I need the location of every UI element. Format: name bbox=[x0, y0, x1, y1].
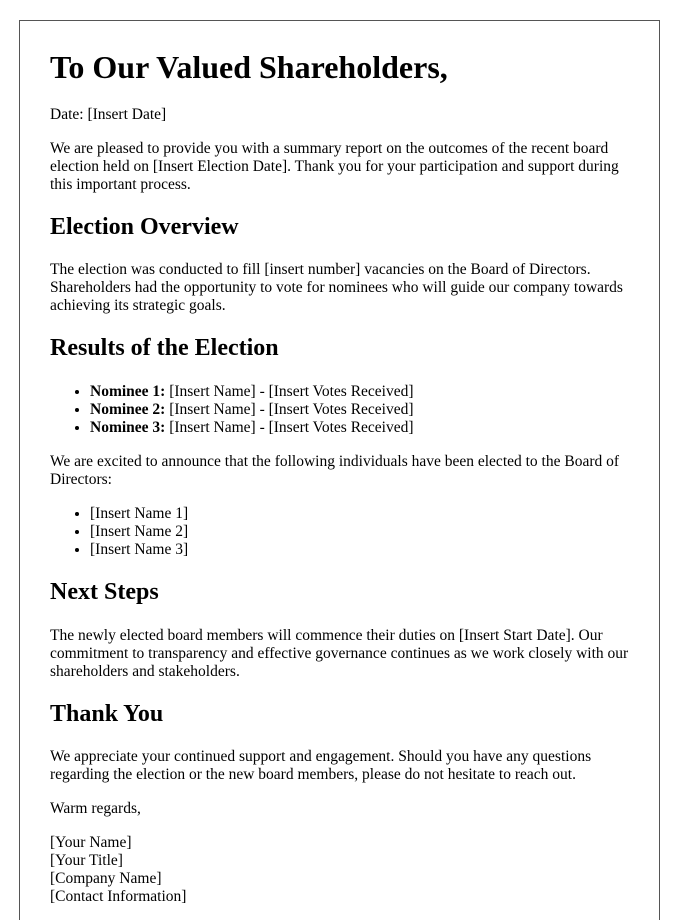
nominee-item bbox=[90, 419, 629, 437]
signature-contact: [Contact Information] bbox=[50, 888, 187, 906]
thank-you-heading: Thank You bbox=[50, 700, 164, 727]
signature-name: [Your Name] bbox=[50, 834, 132, 852]
intro-paragraph: We are pleased to provide you with a summary report on the outcomes of the recent board election held on [Insert Election Date]. Thank you for your participation and support during this important process. bbox=[50, 139, 619, 193]
nominee-item bbox=[90, 401, 629, 419]
elected-item: • [Insert Name 3] bbox=[90, 541, 629, 559]
closing-line: Warm regards, bbox=[50, 800, 141, 818]
letter-page bbox=[19, 20, 660, 920]
nominee-list bbox=[50, 383, 629, 437]
signature-block bbox=[50, 834, 629, 906]
thank-you-paragraph: We appreciate your continued support and engagement. Should you have any questions regarding the election or the new board members, please do not hesitate to reach out. bbox=[50, 748, 592, 784]
announcement-paragraph: We are excited to announce that the following individuals have been elected to the Board of Directors: bbox=[50, 452, 620, 488]
elected-list bbox=[50, 505, 629, 559]
overview-heading: Election Overview bbox=[50, 213, 239, 240]
signature-title: [Your Title] bbox=[50, 852, 123, 870]
letter-title: To Our Valued Shareholders, bbox=[50, 49, 448, 85]
signature-company: [Company Name] bbox=[50, 870, 162, 888]
nominee-label: Nominee 3: bbox=[90, 418, 166, 436]
next-steps-paragraph: The newly elected board members will commence their duties on [Insert Start Date]. Our commitment to transparency and effective governance continues as we work closely with our shareholders and stakeholders. bbox=[50, 626, 629, 680]
nominee-item bbox=[90, 383, 629, 401]
nominee-label: Nominee 1: bbox=[90, 382, 166, 400]
date-line: Date: [Insert Date] bbox=[50, 105, 167, 123]
elected-item: • [Insert Name 1] bbox=[90, 505, 629, 523]
nominee-value: [Insert Name] - [Insert Votes Received] bbox=[165, 400, 414, 418]
overview-paragraph: The election was conducted to fill [insert number] vacancies on the Board of Directors. Shareholders had the opportunity to vote for nominees who will guide our company towards achieving its strategic goals. bbox=[50, 261, 623, 315]
nominee-value: [Insert Name] - [Insert Votes Received] bbox=[165, 418, 414, 436]
nominee-value: [Insert Name] - [Insert Votes Received] bbox=[165, 382, 414, 400]
nominee-label: Nominee 2: bbox=[90, 400, 166, 418]
next-steps-heading: Next Steps bbox=[50, 578, 159, 605]
elected-item: • [Insert Name 2] bbox=[90, 523, 629, 541]
results-heading: Results of the Election bbox=[50, 335, 279, 362]
